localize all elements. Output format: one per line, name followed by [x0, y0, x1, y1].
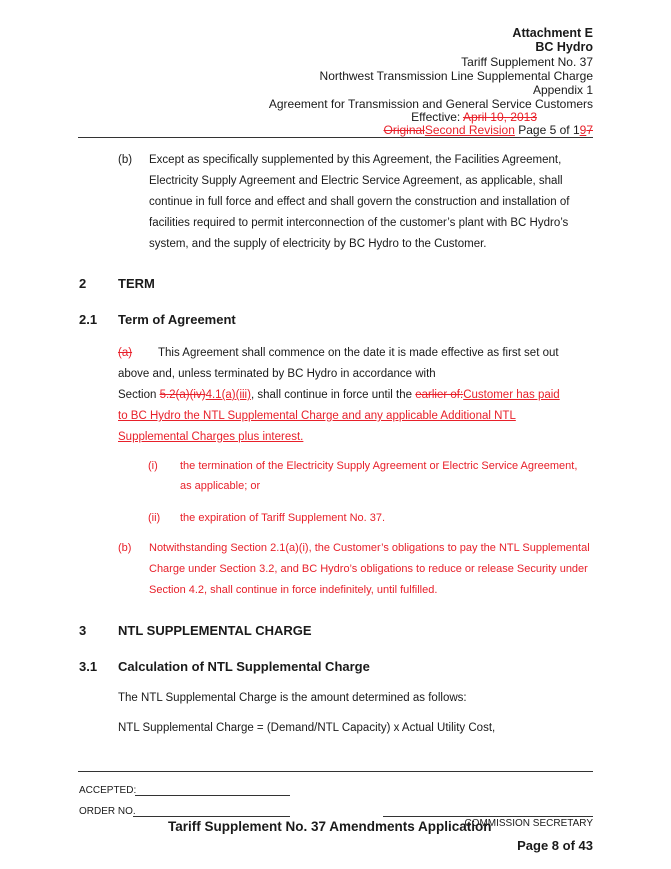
charge-title: Northwest Transmission Line Supplemental Charge	[319, 69, 593, 83]
term-deleted-ref: 5.2(a)(iv)	[159, 389, 206, 401]
section-31-title: Calculation of NTL Supplemental Charge	[118, 659, 370, 674]
section-21-number: 2.1	[79, 312, 98, 327]
revision-inserted: Second Revision	[424, 123, 515, 137]
attachment-label: Attachment E	[512, 26, 593, 40]
sub-item-i-text: the termination of the Electricity Supply Agreement or Electric Service Agreement, as applicable; or	[180, 460, 578, 492]
order-no-signature-line	[133, 816, 290, 817]
header-rule	[78, 137, 593, 138]
term-paragraph	[118, 343, 598, 448]
section-3-number: 3	[79, 623, 87, 638]
calc-intro: The NTL Supplemental Charge is the amount determined as follows:	[118, 692, 467, 704]
order-no-label: ORDER NO.	[79, 806, 136, 817]
footer-page-number: Page 8 of 43	[517, 838, 593, 853]
term-line-5: Supplemental Charges plus interest.	[118, 431, 304, 443]
page-deleted-digit: 7	[586, 123, 593, 137]
revision-line	[383, 123, 593, 137]
calc-formula: NTL Supplemental Charge = (Demand/NTL Capacity) x Actual Utility Cost,	[118, 722, 496, 734]
term-inserted-tail: Customer has paid	[463, 389, 560, 401]
section-b-text: Except as specifically supplemented by this Agreement, the Facilities Agreement, Electricity Supply Agreement and Electric Service Agreement, as applicable, shall continue in full force and effect and shall govern the construction and installation of facilities required to permit interconnection of the customer’s plant with BC Hydro’s system, and the supply of electricity by BC Hydro to the Customer.	[149, 154, 570, 250]
section-3-title: NTL SUPPLEMENTAL CHARGE	[118, 623, 312, 638]
page-inserted-digit: 9	[579, 123, 587, 137]
effective-prefix: Effective:	[411, 110, 463, 124]
page-prefix: Page 5 of 1	[514, 123, 580, 137]
footer-rule	[78, 771, 593, 772]
section-21-title: Term of Agreement	[118, 312, 236, 327]
sub-item-ii-label: (ii)	[148, 512, 161, 524]
accepted-label: ACCEPTED:	[79, 785, 137, 796]
appendix-label: Appendix 1	[532, 83, 593, 97]
term-line-3-prefix: Section	[118, 389, 160, 401]
commission-signature-line	[383, 816, 593, 817]
agreement-title: Agreement for Transmission and General Service Customers	[268, 97, 593, 111]
term-line-1-text: This Agreement shall commence on the date it is made effective as first set out	[158, 347, 559, 359]
deleted-section-b-text: Notwithstanding Section 2.1(a)(i), the Customer’s obligations to pay the NTL Supplemental Charge under Section 3.2, and BC Hydro’s obligations to reduce or release Security under Section 4.2, shall continue in force indefinitely, until fulfilled.	[149, 542, 590, 596]
effective-line	[411, 110, 593, 124]
term-deleted-tail: earlier of:	[415, 389, 464, 401]
section-2-number: 2	[79, 276, 87, 291]
section-b-label: (b)	[118, 154, 133, 166]
deleted-section-b-label: (b)	[118, 542, 132, 554]
section-31-number: 3.1	[79, 659, 98, 674]
term-line-3	[118, 385, 598, 406]
sub-item-ii-text: the expiration of Tariff Supplement No. 37.	[180, 512, 386, 524]
tariff-title: Tariff Supplement No. 37	[461, 55, 593, 69]
term-deleted-a: (a)	[118, 347, 133, 359]
term-line-1	[118, 343, 598, 364]
commission-secretary-label: COMMISSION SECRETARY	[464, 818, 593, 829]
section-2-title: TERM	[118, 276, 155, 291]
footer-title: Tariff Supplement No. 37 Amendments Application	[168, 819, 492, 834]
term-inserted-ref: 4.1(a)(iii)	[205, 389, 251, 401]
term-line-4: to BC Hydro the NTL Supplemental Charge and any applicable Additional NTL	[118, 410, 516, 422]
term-line-3-mid: , shall continue in force until the	[250, 389, 416, 401]
accepted-signature-line	[135, 795, 290, 796]
term-line-2: above and, unless terminated by BC Hydro in accordance with	[118, 368, 436, 380]
company-name: BC Hydro	[535, 40, 593, 54]
revision-deleted: Original	[383, 123, 425, 137]
effective-deleted-date: April 10, 2013	[462, 110, 537, 124]
sub-item-i-label: (i)	[148, 460, 158, 472]
